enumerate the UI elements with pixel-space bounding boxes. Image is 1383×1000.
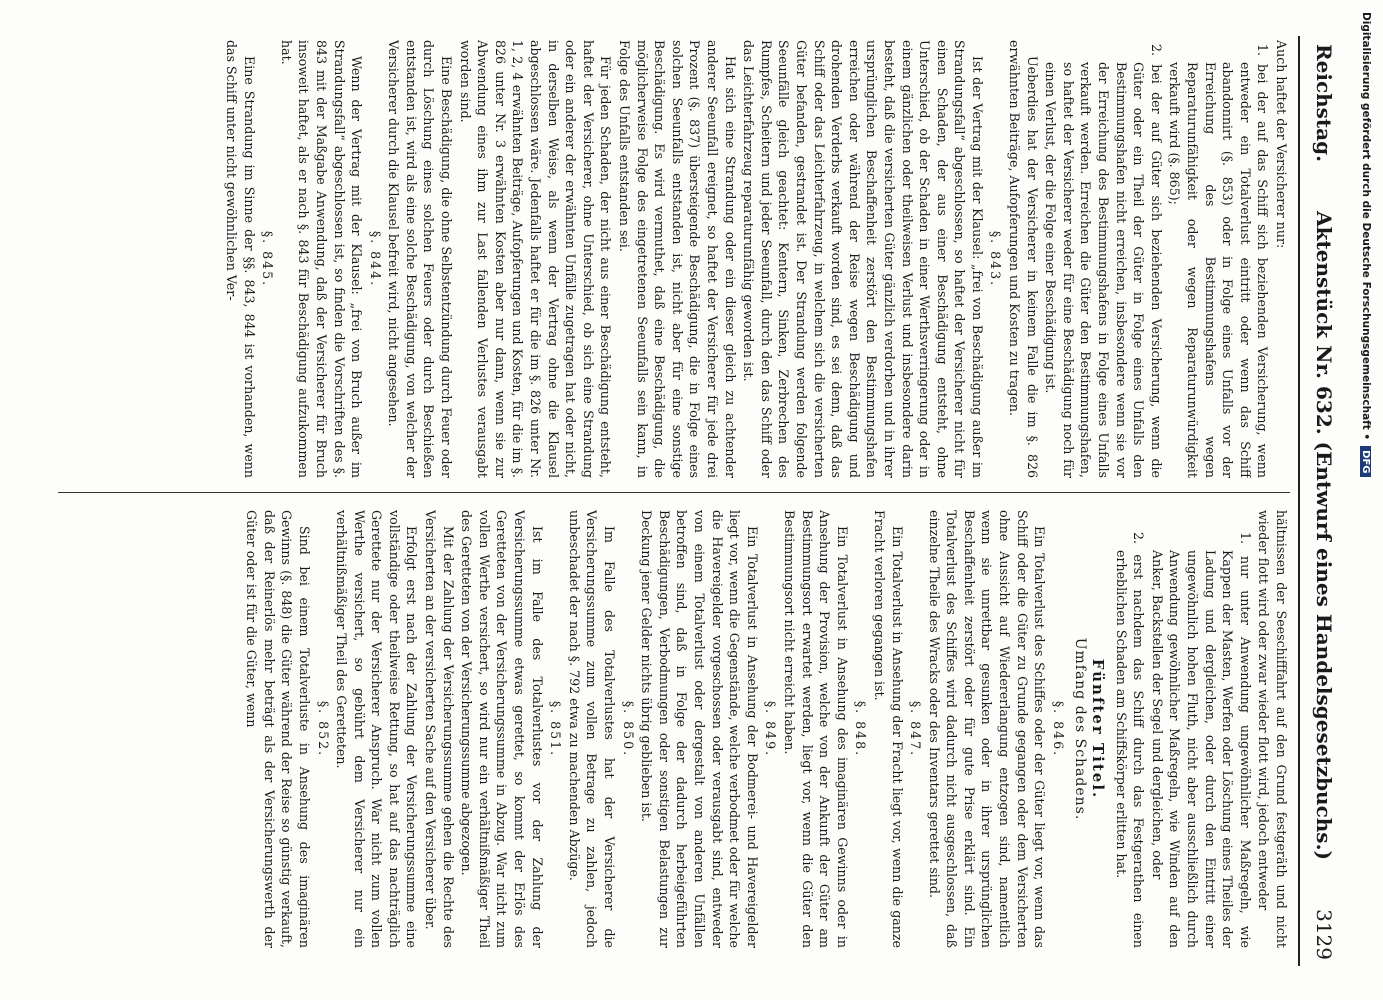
section-846-heading: §. 846. xyxy=(1050,700,1066,758)
section-850-para: Im Falle des Totalverlustes hat der Versicherer die Versicherungssumme zum vollen Betrage zu zahlen, jedoch unbeschadet der nach §. 792 etwa zu machenden Abzüge. xyxy=(566,510,618,948)
section-852-para: Sind bei einem Totalverluste in Ansehung des imaginären Gewinns (§. 848) die Güter während der Reise so günstig verkauft, daß der Reinerlös mehr beträgt als der Versicherungswerth der Güter oder ist für die Güter, wenn xyxy=(244,510,312,948)
section-843-heading: §. 843. xyxy=(988,230,1004,288)
section-846-para: Ein Totalverlust des Schiffes oder der Güter liegt vor, wenn das Schiff oder die Güter zu Grunde gegangen oder dem Versicherten ohne Aussicht auf Wiedererlangung entzogen sind, namentlich wenn sie unrettbar gesunken oder in ihrer ursprünglichen Beschaffenheit zerstört oder für gute Prise erklärt sind. Ein Totalverlust des Schiffes wird dadurch nicht ausgeschlossen, daß einzelne Theile des Wracks oder des Inventars gerettet sind. xyxy=(926,510,1048,948)
chapter-subtitle: Umfang des Schadens. xyxy=(1072,637,1089,821)
section-844-heading: §. 844. xyxy=(367,230,383,288)
header-rule xyxy=(1298,36,1300,966)
section-845-heading: §. 845. xyxy=(260,230,276,288)
right-column xyxy=(58,510,1290,948)
section-847-heading: §. 847. xyxy=(908,700,924,758)
page-header xyxy=(1304,36,1344,966)
section-849-heading: §. 849. xyxy=(763,700,779,758)
section-851-para-1: Ist im Falle des Totalverlustes vor der Zahlung der Versicherungssumme etwas gerettet, so kommt der Erlös des Geretteten von der Versicherungssumme in Abzug. War nicht zum vollen Werthe versichert, so wird nur ein verhältnißmäßiger Theil des Geretteten von der Versicherungssumme abgezogen. xyxy=(459,510,545,948)
section-851-para-3: Erfolgt erst nach der Zahlung der Versicherungssumme eine vollständige oder theilweise Rettung, so hat auf das nachträglich Gerettete nur der Versicherer Anspruch. War nicht zum vollen Werthe versichert, so gebührt dem Versicherer nur ein verhältnißmäßiger Theil des Geretteten. xyxy=(334,510,420,948)
header-title: Aktenstück Nr. 632. (Entwurf eines Handelsgesetzbuchs.) xyxy=(1312,211,1336,860)
section-848-para: Ein Totalverlust in Ansehung des imaginären Gewinns oder in Ansehung der Provision, welche von der Ankunft der Güter am Bestimmungsort erwartet werden, liegt vor, wenn die Güter den Bestimmungsort nicht erreicht haben. xyxy=(781,510,850,948)
section-848-heading: §. 848. xyxy=(853,700,869,758)
right-continuation: hältnissen der Seeschifffahrt auf den Grund festgeräth und nicht wieder flott wird oder zwar wieder flott wird, jedoch entweder xyxy=(1256,510,1289,948)
section-852-heading: §. 852. xyxy=(315,700,331,758)
section-844-para: Wenn der Vertrag mit der Klausel: „frei von Bruch außer im Strandungsfall“ abgeschlossen ist, so finden die Vorschriften des §. 843 mit der Maßgabe Anwendung, daß der Versicherer für Bruch insoweit haftet, als er nach §. 843 für Beschädigung aufzukommen hat. xyxy=(278,40,365,478)
section-843-para-4: Eine Beschädigung, die ohne Selbstentzündung durch Feuer oder durch Löschung eines solchen Feuers oder durch Beschießen entstanden ist, wird als eine solche Beschädigung, von welcher der Versicherer durch die Klausel befreit wird, nicht angesehen. xyxy=(386,40,455,478)
chapter-title: Fünfter Titel. xyxy=(1089,658,1108,800)
left-column xyxy=(58,40,1290,478)
section-843-para-2: Hat sich eine Strandung oder ein dieser gleich zu achtender anderer Seeunfall ereignet, so haftet der Versicherer für jede drei Prozent (§. 837) übersteigende Beschädigung, die in Folge eines solchen Seeunfalls entstanden ist, nicht aber für eine sonstige Beschädigung. Es wird vermuthet, daß eine Beschädigung, die möglicherweise Folge des eingetretenen Seeunfalls sein kann, in Folge des Unfalls entstanden sei. xyxy=(617,40,738,478)
dfg-logo: DFG xyxy=(1361,446,1372,477)
page-number: 3129 xyxy=(1312,909,1336,960)
left-item-1: 1. bei der auf das Schiff sich beziehenden Versicherung, wenn entweder ein Totalverlust eintritt oder wenn das Schiff abandonnirt (§. 853) oder in Folge eines Unfalls vor der Erreichung des Bestimmungshafens wegen Reparaturunfähigkeit oder wegen Reparaturunwürdigkeit verkauft wird (§. 865); xyxy=(1167,44,1271,478)
left-item-2: 2. bei der auf Güter sich beziehenden Versicherung, wenn die Güter oder ein Theil der Güter in Folge eines Unfalls den Bestimmungshafen nicht erreichen, insbesondere wenn sie vor der Erreichung des Bestimmungshafens in Folge eines Unfalls verkauft werden. Erreichen die Güter den Bestimmungshafen, so haftet der Versicherer weder für eine Beschädigung noch für einen Verlust, der die Folge einer Beschädigung ist. xyxy=(1043,44,1164,478)
section-847-para: Ein Totalverlust in Ansehung der Fracht liegt vor, wenn die ganze Fracht verloren gegangen ist. xyxy=(871,510,905,948)
section-845-para: Eine Strandung im Sinne der §§. 843, 844 ist vorhanden, wenn das Schiff unter nicht gewöhnlichen Ver- xyxy=(223,40,257,478)
right-item-1: 1. nur unter Anwendung ungewöhnlicher Maßregeln, wie Kappen der Masten, Werfen oder Löschung eines Theiles der Ladung und dergleichen, oder durch den Eintritt einer ungewöhnlich hohen Fluth, nicht aber ausschließlich durch Anwendung gewöhnlicher Maßregeln, wie Winden auf den Anker, Backstellen der Segel und dergleichen, oder xyxy=(1149,532,1253,948)
section-850-heading: §. 850. xyxy=(620,700,636,758)
left-intro: Auch haftet der Versicherer nur: xyxy=(1274,40,1289,249)
section-851-heading: §. 851. xyxy=(548,700,564,758)
section-851-para-2: Mit der Zahlung der Versicherungssumme gehen die Rechte des Versicherten an der versicherten Sache auf den Versicherer über. xyxy=(423,510,456,948)
left-paragraph-after: Ueberdies hat der Versicherer in keinem Falle die im §. 826 erwähnten Beiträge, Aufopferungen und Kosten zu tragen. xyxy=(1007,40,1040,478)
credit-text: Digitalisierung gefördert durch die Deutsche Forschungsgemeinschaft • xyxy=(1360,12,1372,441)
rotated-page-content xyxy=(54,36,1344,966)
digitization-credit xyxy=(1355,12,1377,988)
header-left: Reichstag. xyxy=(1312,44,1336,163)
section-849-para: Ein Totalverlust in Ansehung der Bodmerei- und Havereigelder liegt vor, wenn die Gegenstände, welche verbodmet oder für welche die Havereigelder vorgeschossen oder verausgabt sind, entweder von einem Totalverlust oder dergestalt von anderen Unfällen betroffen sind, daß in Folge der dadurch herbeigeführten Beschädigungen, Verbodmungen oder sonstigen Belastungen zur Deckung jener Gelder nichts übrig geblieben ist. xyxy=(639,510,760,948)
column-divider xyxy=(58,492,1290,493)
section-843-para-1: Ist der Vertrag mit der Klausel: „frei von Beschädigung außer im Strandungsfall“ abgeschlossen, so haftet der Versicherer nicht für einen Schaden, der aus einer Beschädigung entsteht, ohne Unterschied, ob der Schaden in einer Werthsverringerung oder in einem gänzlichen oder theilweisen Verlust und insbesondere darin besteht, daß die versicherten Güter gänzlich verdorben und in ihrer ursprünglichen Beschaffenheit zerstört den Bestimmungshafen erreichen oder während der Reise wegen Beschädigung und drohenden Verderbs verkauft worden sind, es sei denn, daß das Schiff oder das Leichterfahrzeug, in welchem sich die versicherten Güter befanden, gestrandet ist. Der Strandung werden folgende Seeunfälle gleich geachtet: Kentern, Sinken, Zerbrechen des Rumpfes, Scheitern und jeder Seeunfall, durch den das Schiff oder das Leichterfahrzeug reparaturunfähig geworden ist. xyxy=(741,40,985,478)
section-843-para-3: Für jeden Schaden, der nicht aus einer Beschädigung entsteht, haftet der Versicherer, ohne Unterschied, ob sich eine Strandung oder ein anderer der erwähnten Unfälle zugetragen hat oder nicht, in derselben Weise, als wenn der Vertrag ohne die Klausel abgeschlossen wäre. Jedenfalls haftet er für die im §. 826 unter Nr. 1, 2, 4 erwähnten Beiträge, Aufopferungen und Kosten, für die im §. 826 unter Nr. 3 erwähnten Kosten aber nur dann, wenn sie zur Abwendung eines ihm zur Last fallenden Verlustes verausgabt worden sind. xyxy=(457,40,614,478)
right-item-2: 2. erst nachdem das Schiff durch das Festgerathen einen erheblichen Schaden am Schiffskörper erlitten hat. xyxy=(1113,532,1147,948)
